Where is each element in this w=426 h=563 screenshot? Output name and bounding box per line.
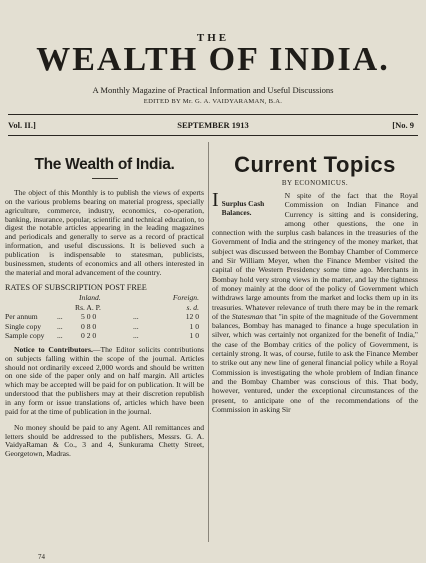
column-divider [208, 142, 209, 542]
table-row [5, 322, 199, 332]
issue-number: [No. 9 [392, 120, 414, 130]
byline: BY ECONOMICUS. [281, 179, 349, 187]
notice-text: —The Editor solicits contributions on subjects falling within the scope of the journal. Articles should not ordinarily exceed 2,000 words and should be written on one side of the paper only and on half margin. All articles which may be accepted will be paid for on publication. It will be understood that the publishers may at their discretion republish in any form or issue translations of, articles which have been paid for at the time of publication in the journal. [5, 344, 204, 416]
rates-units-row [5, 303, 199, 313]
current-topics-paragraph [212, 191, 418, 414]
rates-unit-foreign: s. d. [186, 302, 199, 312]
table-row [5, 312, 199, 322]
top-rule [8, 114, 418, 115]
rates-header-row [5, 293, 199, 303]
masthead-editor: EDITED BY Mr. G. A. VAIDYARAMAN, B.A. [143, 98, 283, 105]
left-heading: The Wealth of India. [34, 156, 175, 173]
left-column [5, 140, 204, 459]
rate-inland: 5 0 0 [81, 312, 97, 322]
rate-label: Per annum [5, 312, 38, 322]
issue-line [8, 120, 418, 132]
rate-foreign: 1 0 [189, 321, 199, 331]
right-column [212, 140, 418, 414]
rate-label: Sample copy [5, 331, 45, 341]
rate-foreign: 1 0 [189, 331, 199, 341]
rate-dots: ... [57, 331, 63, 341]
rate-dots: ... [133, 331, 139, 341]
rate-foreign: 12 0 [185, 312, 199, 322]
rate-dots: ... [133, 321, 139, 331]
rates-col-inland: Inland. [79, 293, 101, 303]
issue-volume: Vol. II.] [8, 120, 36, 130]
rate-label: Single copy [5, 321, 42, 331]
statesman-title: Statesman [231, 311, 264, 321]
issue-rule [8, 135, 418, 136]
side-heading: Surplus Cash Balances. [221, 199, 265, 217]
masthead-title: WEALTH OF INDIA. [36, 41, 390, 78]
rates-heading: RATES OF SUBSCRIPTION POST FREE [5, 283, 147, 293]
rate-dots: ... [57, 312, 63, 322]
rate-dots: ... [57, 321, 63, 331]
intro-paragraph: The object of this Monthly is to publish the views of experts on the various problems bearing on material progress, specially agriculture, commerce, industry, economics, co-operation, banking, insurance, popular, scientific and technical education, to digest the notable articles appearing in the leading magazines and periodicals and generally to serve as a record of practical information, and useful discussions. It is believed such a publication is indispensable to statesman, publicists, businessmen, students of economics and all others interested in the material and moral advancement of the country. [5, 188, 204, 277]
issue-date: SEPTEMBER 1913 [177, 120, 249, 130]
table-row [5, 331, 199, 341]
rate-inland: 0 8 0 [81, 321, 97, 331]
rates-unit-inland: Rs. A. P. [75, 302, 101, 312]
rates-table [5, 293, 199, 341]
paragraph-end: that "in spite of the magnitude of the Government balances, Bombay has managed to finance a huge speculation in silver, which was certainly not organized for the benefit of India," the case of the Bombay critics of the policy of Government, is certainly strong. It was, of course, futile to ask the Finance Member to strike out any new line of general financial policy while a Royal Commission is investigating the whole problem of Indian finance and the Bombay Chamber was conscious of this. That body, however, ventured, under the exceptional circumstances of the present, to anticipate one of the recommendations of the Commission in asking Sir [212, 311, 418, 414]
notice-paragraph [5, 346, 204, 417]
rates-col-foreign: Foreign. [172, 293, 199, 303]
paragraph-start: N spite of the fact that the Royal Commission on Indian Finance and Currency is sitting and is considering, among other questions, the one in connection with the surplus cash balances in the treasuries of the Government of India and the stringency of the money market, that subject was discussed between the Bombay Chamber of Commerce and Sir William Meyer, when the Finance Member visited the capital of the Western Presidency some time ago. Merchants in Bombay hold very strong views in the matter, and lay the tightness of money mainly at the door of the policy of Government which withdraws large amounts from the market and locks them up in its treasuries. Whatever relevance of truth there may be in the remark of the [212, 191, 418, 321]
masthead-subtitle: A Monthly Magazine of Practical Information and Useful Discussions [92, 85, 334, 95]
right-heading: Current Topics [234, 152, 396, 177]
page-number: 74 [38, 553, 45, 561]
rate-inland: 0 2 0 [81, 331, 97, 341]
heading-rule [92, 178, 118, 179]
rate-dots: ... [133, 312, 139, 322]
masthead-the: THE [196, 32, 230, 44]
remittance-paragraph: No money should be paid to any Agent. All remittances and letters should be addressed to the publishers, Messrs. G. A. VaidyaRaman & Co., 3 and 4, Sunkurama Chetty Street, Georgetown, Madras. [5, 422, 204, 459]
notice-label: Notice to Contributors. [14, 344, 93, 354]
drop-cap: I [212, 189, 219, 211]
